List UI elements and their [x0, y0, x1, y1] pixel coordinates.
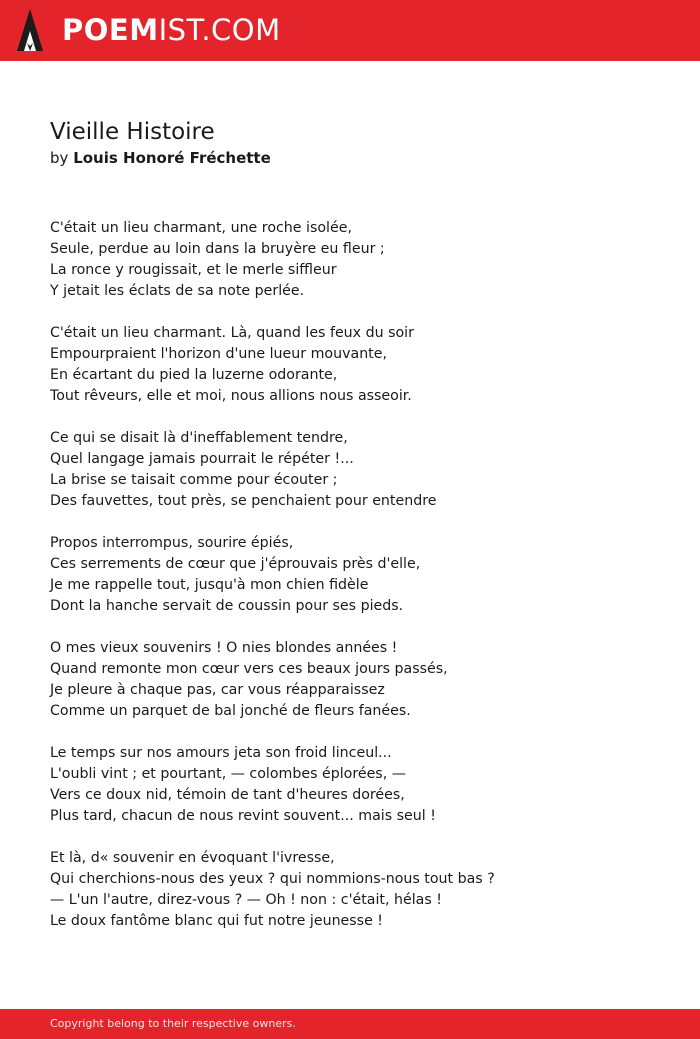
poem-line: C'était un lieu charmant, une roche isolée, [50, 220, 352, 236]
site-header [0, 0, 700, 61]
poem-heading [50, 117, 271, 169]
poem-line: Tout rêveurs, elle et moi, nous allions nous asseoir. [50, 388, 412, 404]
stanza [50, 743, 670, 827]
site-footer [0, 1009, 700, 1039]
poem-line: Des fauvettes, tout près, se penchaient pour entendre [50, 493, 437, 509]
poem-line: Seule, perdue au loin dans la bruyère eu fleur ; [50, 241, 385, 257]
poem-body [50, 218, 670, 953]
poem-line: Dont la hanche servait de coussin pour ses pieds. [50, 598, 404, 614]
poem-line: Empourpraient l'horizon d'une lueur mouvante, [50, 346, 387, 362]
copyright-notice: Copyright belong to their respective owners. [50, 1017, 296, 1030]
poem-line: C'était un lieu charmant. Là, quand les feux du soir [50, 325, 414, 341]
poem-line: Comme un parquet de bal jonché de fleurs fanées. [50, 703, 411, 719]
stanza [50, 428, 670, 512]
stanza [50, 218, 670, 302]
poem-line: Je pleure à chaque pas, car vous réapparaissez [50, 682, 385, 698]
poem-line: Y jetait les éclats de sa note perlée. [50, 283, 305, 299]
poem-line: Plus tard, chacun de nous revint souvent... mais seul ! [50, 808, 436, 824]
poem-line: Je me rappelle tout, jusqu'à mon chien fidèle [50, 577, 369, 593]
poem-line: Ce qui se disait là d'ineffablement tendre, [50, 430, 348, 446]
poem-line: Vers ce doux nid, témoin de tant d'heures dorées, [50, 787, 405, 803]
poem-line: Propos interrompus, sourire épiés, [50, 535, 294, 551]
logo-text-light: IST.COM [158, 13, 281, 47]
pencil-tip-icon[interactable] [17, 9, 43, 51]
poem-line: En écartant du pied la luzerne odorante, [50, 367, 338, 383]
poem-line: Quel langage jamais pourrait le répéter !... [50, 451, 354, 467]
stanza [50, 848, 670, 932]
poem-line: Et là, d« souvenir en évoquant l'ivresse, [50, 850, 335, 866]
poem-line: La ronce y rougissait, et le merle siffleur [50, 262, 337, 278]
logo-text-bold: POEM [62, 13, 159, 47]
stanza [50, 533, 670, 617]
poem-line: La brise se taisait comme pour écouter ; [50, 472, 338, 488]
stanza [50, 638, 670, 722]
stanza [50, 323, 670, 407]
byline [50, 147, 271, 169]
author-name: Louis Honoré Fréchette [73, 149, 271, 167]
poem-line: L'oubli vint ; et pourtant, — colombes éplorées, — [50, 766, 406, 782]
poem-line: Le temps sur nos amours jeta son froid linceul... [50, 745, 392, 761]
poem-line: O mes vieux souvenirs ! O nies blondes années ! [50, 640, 398, 656]
poem-line: Ces serrements de cœur que j'éprouvais près d'elle, [50, 556, 421, 572]
poem-line: Le doux fantôme blanc qui fut notre jeunesse ! [50, 913, 383, 929]
by-label: by [50, 149, 69, 167]
poem-line: Quand remonte mon cœur vers ces beaux jours passés, [50, 661, 448, 677]
poem-line: Qui cherchions-nous des yeux ? qui nommions-nous tout bas ? [50, 871, 495, 887]
poem-title: Vieille Histoire [50, 119, 215, 145]
poem-line: — L'un l'autre, direz-vous ? — Oh ! non : c'était, hélas ! [50, 892, 442, 908]
site-logo[interactable] [62, 12, 281, 48]
